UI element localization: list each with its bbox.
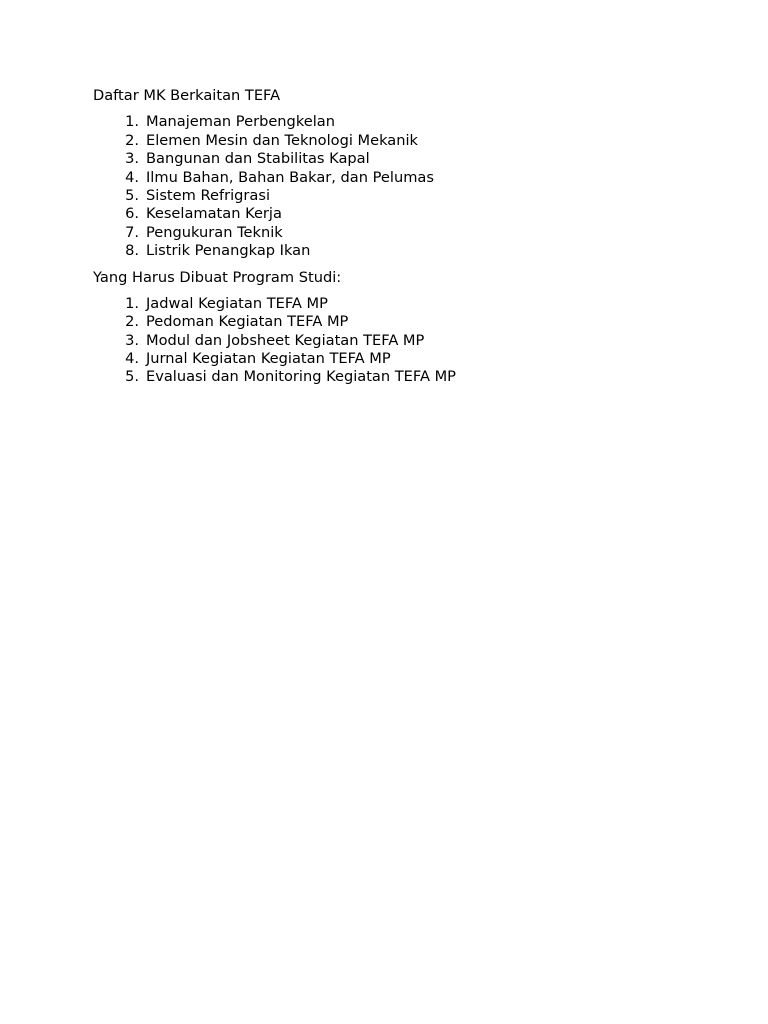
list-item-text: Sistem Refrigrasi — [146, 186, 270, 204]
list-number: 1. — [125, 294, 139, 312]
section-heading-program-studi: Yang Harus Dibuat Program Studi: — [93, 268, 342, 286]
list-number: 3. — [125, 150, 139, 168]
list-number: 4. — [125, 168, 139, 186]
list-item-text: Elemen Mesin dan Teknologi Mekanik — [146, 131, 418, 149]
list-item — [93, 313, 713, 331]
list-item — [93, 350, 713, 368]
program-studi-list — [93, 295, 713, 387]
list-item-text: Pengukuran Teknik — [146, 223, 283, 241]
mk-list — [93, 113, 713, 260]
list-item — [93, 187, 713, 205]
list-item — [93, 368, 713, 386]
list-item — [93, 242, 713, 260]
list-item-text: Bangunan dan Stabilitas Kapal — [146, 150, 370, 168]
list-item-text: Manajeman Perbengkelan — [146, 113, 335, 131]
list-item — [93, 295, 713, 313]
list-item — [93, 150, 713, 168]
list-item-text: Modul dan Jobsheet Kegiatan TEFA MP — [146, 331, 425, 349]
list-number: 2. — [125, 313, 139, 331]
list-item — [93, 205, 713, 223]
list-item-text: Listrik Penangkap Ikan — [146, 242, 311, 260]
list-item-text: Jurnal Kegiatan Kegiatan TEFA MP — [146, 350, 391, 368]
list-item-text: Jadwal Kegiatan TEFA MP — [146, 294, 328, 312]
list-number: 4. — [125, 350, 139, 368]
section-heading-mk: Daftar MK Berkaitan TEFA — [93, 87, 281, 104]
list-item — [93, 113, 713, 131]
list-item — [93, 132, 713, 150]
list-item-text: Ilmu Bahan, Bahan Bakar, dan Pelumas — [146, 168, 434, 186]
list-number: 8. — [125, 242, 139, 260]
list-item-text: Evaluasi dan Monitoring Kegiatan TEFA MP — [146, 368, 456, 386]
list-item — [93, 332, 713, 350]
list-item — [93, 169, 713, 187]
list-number: 1. — [125, 113, 139, 131]
list-number: 3. — [125, 331, 139, 349]
list-item-text: Pedoman Kegiatan TEFA MP — [146, 313, 349, 331]
document-content — [93, 87, 713, 387]
list-number: 5. — [125, 186, 139, 204]
list-number: 5. — [125, 368, 139, 386]
list-item — [93, 224, 713, 242]
list-number: 6. — [125, 205, 139, 223]
list-number: 7. — [125, 223, 139, 241]
list-number: 2. — [125, 131, 139, 149]
list-item-text: Keselamatan Kerja — [146, 205, 282, 223]
